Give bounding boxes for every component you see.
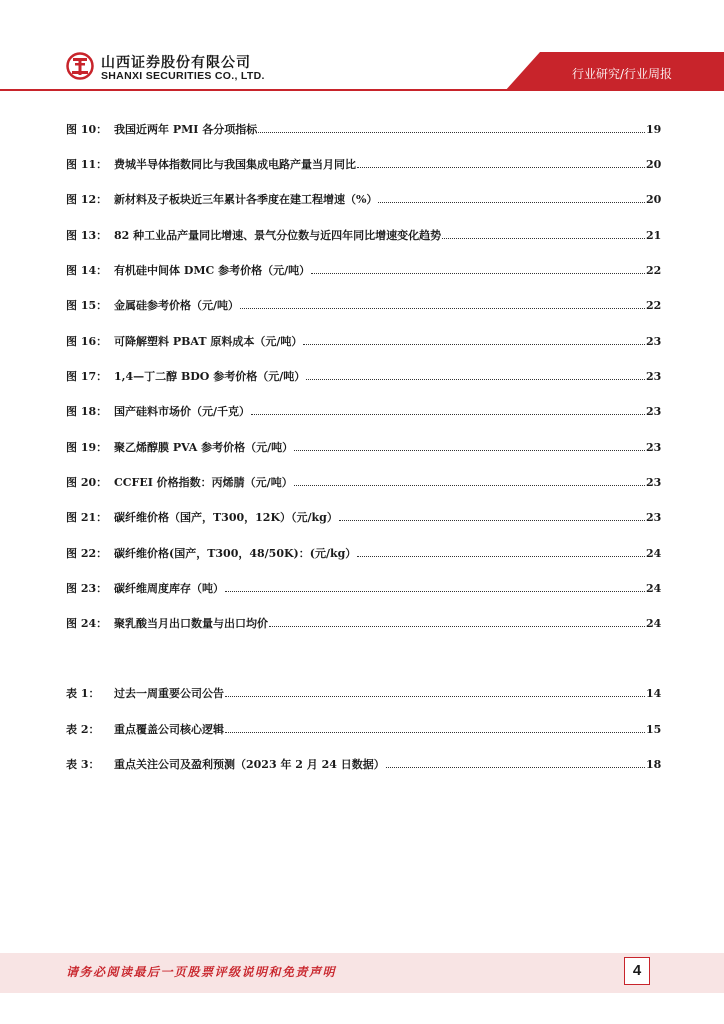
figure-page: 20 (646, 193, 662, 206)
leader-dots (240, 297, 645, 309)
figure-page: 24 (646, 547, 662, 560)
figure-number: 图 20： (66, 476, 108, 489)
figure-number: 图 17： (66, 370, 108, 383)
toc-figure-entry[interactable] (66, 474, 660, 492)
figure-page: 23 (646, 335, 662, 348)
company-name-en: SHANXI SECURITIES CO., LTD. (101, 70, 265, 82)
toc-figure-entry[interactable] (66, 509, 660, 527)
leader-dots (306, 368, 645, 380)
toc-table-entry[interactable] (66, 721, 660, 739)
footer-disclaimer: 请务必阅读最后一页股票评级说明和免责声明 (66, 965, 337, 979)
toc-figure-entry[interactable] (66, 368, 660, 386)
toc-figure-entry[interactable] (66, 403, 660, 421)
figure-number: 图 18： (66, 405, 108, 418)
table-page: 15 (646, 723, 662, 736)
figure-number: 图 11： (66, 158, 108, 171)
figure-title: 新材料及子板块近三年累计各季度在建工程增速（%） (114, 193, 378, 206)
toc-figure-entry[interactable] (66, 615, 660, 633)
figure-page: 23 (646, 476, 662, 489)
figure-title: 有机硅中间体 DMC 参考价格（元/吨） (114, 264, 311, 277)
company-logo-icon (66, 52, 94, 80)
figure-title: 碳纤维周度库存（吨） (114, 582, 224, 595)
figure-page: 22 (646, 299, 662, 312)
page-header (0, 0, 724, 100)
figure-title: 82 种工业品产量同比增速、景气分位数与近四年同比增速变化趋势 (114, 229, 442, 242)
toc-figure-entry[interactable] (66, 227, 660, 245)
leader-dots (294, 439, 645, 451)
toc-table-entry[interactable] (66, 756, 660, 774)
table-title: 重点关注公司及盈利预测（2023 年 2 月 24 日数据） (114, 758, 385, 771)
toc-figure-entry[interactable] (66, 545, 660, 563)
figure-page: 23 (646, 370, 662, 383)
leader-dots (303, 333, 645, 345)
figure-page: 24 (646, 617, 662, 630)
figure-number: 图 16： (66, 335, 108, 348)
toc-figure-entry[interactable] (66, 297, 660, 315)
leader-dots (251, 403, 645, 415)
figure-page: 23 (646, 511, 662, 524)
figure-page: 23 (646, 441, 662, 454)
table-title: 重点覆盖公司核心逻辑 (114, 723, 224, 736)
figure-title: 金属硅参考价格（元/吨） (114, 299, 240, 312)
toc-figure-entry[interactable] (66, 333, 660, 351)
leader-dots (442, 227, 645, 239)
figure-number: 图 22： (66, 547, 108, 560)
figure-number: 图 14： (66, 264, 108, 277)
report-section-label: 行业研究/行业周报 (571, 67, 672, 81)
table-number: 表 1： (66, 687, 100, 700)
figure-page: 19 (646, 123, 662, 136)
leader-dots (378, 191, 645, 203)
table-number: 表 3： (66, 758, 100, 771)
figure-number: 图 12： (66, 193, 108, 206)
leader-dots (386, 756, 645, 768)
page-number: 4 (624, 957, 650, 985)
toc-figure-entry[interactable] (66, 262, 660, 280)
leader-dots (294, 474, 645, 486)
leader-dots (311, 262, 645, 274)
figure-title: CCFEI 价格指数：丙烯腈（元/吨） (114, 476, 293, 489)
figure-title: 费城半导体指数同比与我国集成电路产量当月同比 (114, 158, 356, 171)
figure-title: 聚乳酸当月出口数量与出口均价 (114, 617, 268, 630)
figure-number: 图 15： (66, 299, 108, 312)
leader-dots (258, 121, 645, 133)
toc-table-entry[interactable] (66, 685, 660, 703)
leader-dots (225, 685, 645, 697)
figure-page: 21 (646, 229, 662, 242)
figure-title: 碳纤维价格(国产，T300，48/50K)：(元/kg） (114, 547, 357, 560)
figure-number: 图 24： (66, 617, 108, 630)
leader-dots (225, 721, 645, 733)
figure-title: 碳纤维价格（国产，T300，12K）（元/kg） (114, 511, 338, 524)
table-number: 表 2： (66, 723, 100, 736)
figure-number: 图 21： (66, 511, 108, 524)
table-page: 18 (646, 758, 662, 771)
figure-page: 23 (646, 405, 662, 418)
table-title: 过去一周重要公司公告 (114, 687, 224, 700)
toc-figure-entry[interactable] (66, 439, 660, 457)
company-name-cn: 山西证券股份有限公司 (101, 55, 251, 71)
figure-title: 我国近两年 PMI 各分项指标 (114, 123, 258, 136)
leader-dots (357, 156, 645, 168)
toc-figure-entry[interactable] (66, 191, 660, 209)
figure-title: 聚乙烯醇膜 PVA 参考价格（元/吨） (114, 441, 294, 454)
figure-page: 22 (646, 264, 662, 277)
leader-dots (339, 509, 645, 521)
figure-number: 图 13： (66, 229, 108, 242)
leader-dots (225, 580, 645, 592)
toc-figure-entry[interactable] (66, 580, 660, 598)
figure-title: 1,4—丁二醇 BDO 参考价格（元/吨） (114, 370, 306, 383)
leader-dots (269, 615, 645, 627)
table-page: 14 (646, 687, 662, 700)
figure-page: 20 (646, 158, 662, 171)
header-banner (0, 0, 724, 100)
leader-dots (357, 545, 645, 557)
figure-title: 国产硅料市场价（元/千克） (114, 405, 251, 418)
figure-number: 图 23： (66, 582, 108, 595)
figure-number: 图 19： (66, 441, 108, 454)
toc-figure-entry[interactable] (66, 121, 660, 139)
figure-title: 可降解塑料 PBAT 原料成本（元/吨） (114, 335, 303, 348)
figure-page: 24 (646, 582, 662, 595)
figure-number: 图 10： (66, 123, 108, 136)
toc-figure-entry[interactable] (66, 156, 660, 174)
